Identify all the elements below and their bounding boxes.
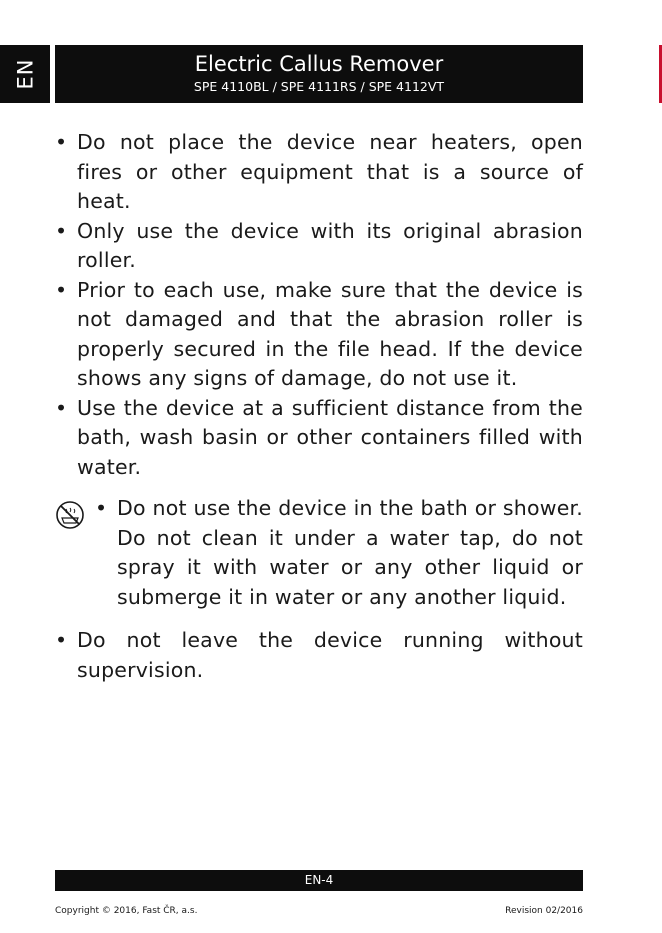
instruction-item: • Do not leave the device running without supervision. (55, 626, 583, 685)
revision-text: Revision 02/2016 (505, 906, 583, 916)
water-warning (55, 494, 583, 612)
no-water-immersion-icon (55, 500, 85, 530)
language-label: EN (12, 58, 37, 90)
instruction-item: • Prior to each use, make sure that the device is not damaged and that the abrasion roller is properly secured in the file head. If the device shows any signs of damage, do not use it. (55, 276, 583, 394)
warning-text: • Do not use the device in the bath or shower. Do not clean it under a water tap, do not spray it with water or any other liquid or submerge it in water or any another liquid. (95, 494, 583, 612)
product-title: Electric Callus Remover (194, 52, 444, 76)
page-number: EN-4 (304, 873, 334, 887)
instruction-item: • Do not place the device near heaters, open fires or other equipment that is a source of heat. (55, 128, 583, 217)
safety-instructions (55, 128, 583, 685)
instruction-item: • Use the device at a sufficient distance from the bath, wash basin or other containers filled with water. (55, 394, 583, 483)
model-numbers: SPE 4110BL / SPE 4111RS / SPE 4112VT (193, 79, 445, 94)
language-tab (0, 45, 50, 103)
copyright-text: Copyright © 2016, Fast ČR, a.s. (55, 906, 198, 916)
page-header (55, 45, 583, 103)
instruction-item: • Only use the device with its original abrasion roller. (55, 217, 583, 276)
page-number-bar (55, 870, 583, 891)
